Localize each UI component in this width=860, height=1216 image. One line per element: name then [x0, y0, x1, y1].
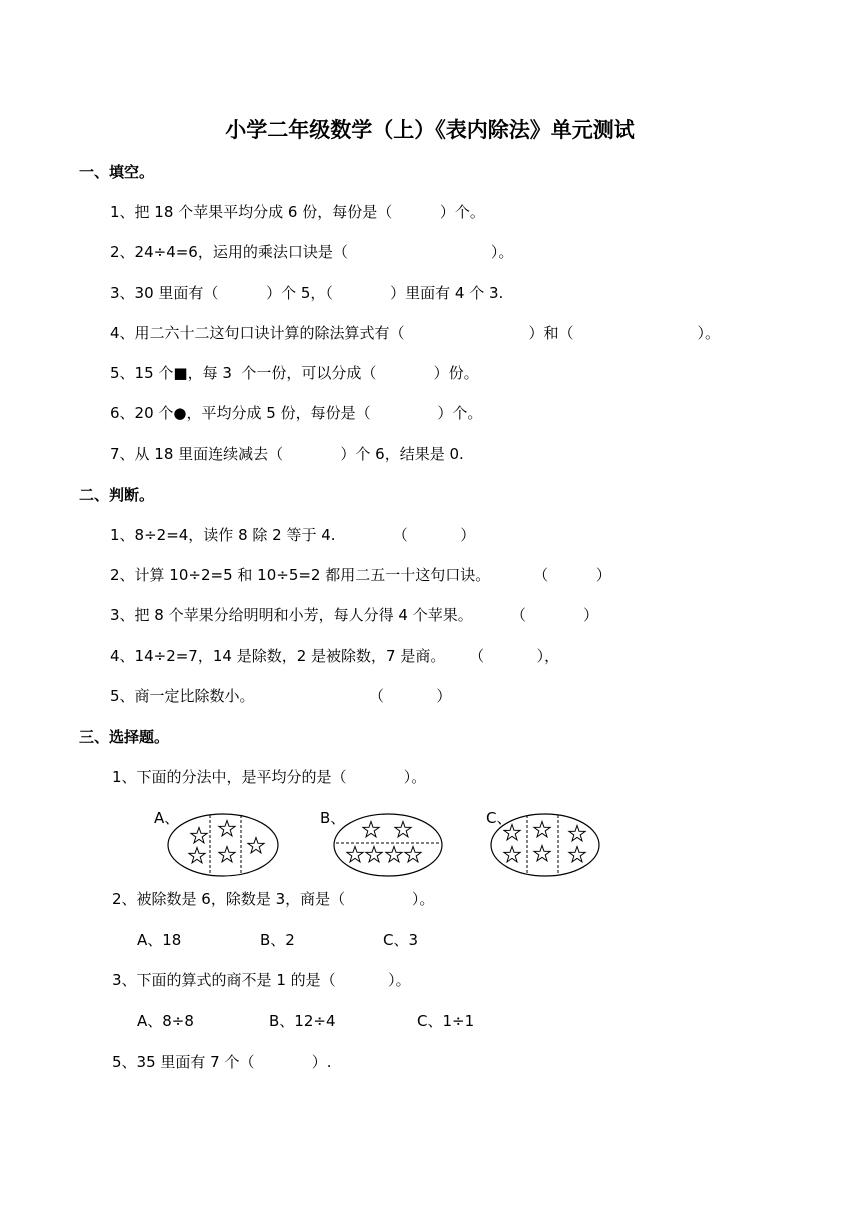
fill-question-2: 2、24÷4=6，运用的乘法口诀是（ ）。	[110, 243, 514, 261]
judge-question-4: 4、14÷2=7，14 是除数，2 是被除数，7 是商。 （ ），	[110, 647, 560, 665]
judge-question-1: 1、8÷2=4，读作 8 除 2 等于 4. （ ）	[110, 526, 476, 544]
figure-b	[334, 814, 442, 876]
section-heading-choice: 三、选择题。	[79, 728, 170, 746]
judge-question-2: 2、计算 10÷2=5 和 10÷5=2 都用二五一十这句口诀。 （ ）	[110, 566, 611, 584]
judge-question-5: 5、商一定比除数小。 （ ）	[110, 687, 452, 705]
section-heading-fill: 一、填空。	[79, 163, 155, 181]
choice-question-3: 3、下面的算式的商不是 1 的是（ ）。	[112, 971, 411, 989]
q3-option-c: C、1÷1	[417, 1012, 475, 1030]
q2-option-c: C、3	[383, 931, 419, 949]
figure-a	[168, 814, 278, 876]
judge-question-3: 3、把 8 个苹果分给明明和小芳，每人分得 4 个苹果。 （ ）	[110, 606, 599, 624]
fill-question-3: 3、30 里面有（ ）个 5，（ ）里面有 4 个 3.	[110, 284, 504, 302]
q2-option-a: A、18	[137, 931, 182, 949]
q2-option-b: B、2	[260, 931, 295, 949]
choice-question-2: 2、被除数是 6，除数是 3，商是（ ）。	[112, 890, 435, 908]
fill-question-6: 6、20 个●，平均分成 5 份，每份是（ ）个。	[110, 404, 483, 422]
fill-question-5: 5、15 个■，每 3 个一份，可以分成（ ）份。	[110, 364, 479, 382]
section-heading-judge: 二、判断。	[79, 486, 155, 504]
q3-option-b: B、12÷4	[269, 1012, 336, 1030]
fill-question-4: 4、用二六十二这句口诀计算的除法算式有（ ）和（ ）。	[110, 324, 720, 342]
option-a-label: A、	[154, 809, 180, 827]
figure-c	[491, 814, 599, 876]
page-title: 小学二年级数学（上）《表内除法》单元测试	[225, 118, 635, 142]
fill-question-1: 1、把 18 个苹果平均分成 6 份，每份是（ ）个。	[110, 203, 485, 221]
fill-question-7: 7、从 18 里面连续减去（ ）个 6，结果是 0.	[110, 445, 464, 463]
q3-option-a: A、8÷8	[137, 1012, 194, 1030]
option-c-label: C、	[486, 809, 512, 827]
choice-question-5: 5、35 里面有 7 个（ ）.	[112, 1053, 332, 1071]
option-b-label: B、	[320, 809, 346, 827]
choice-question-1: 1、下面的分法中，是平均分的是（ ）。	[112, 768, 427, 786]
